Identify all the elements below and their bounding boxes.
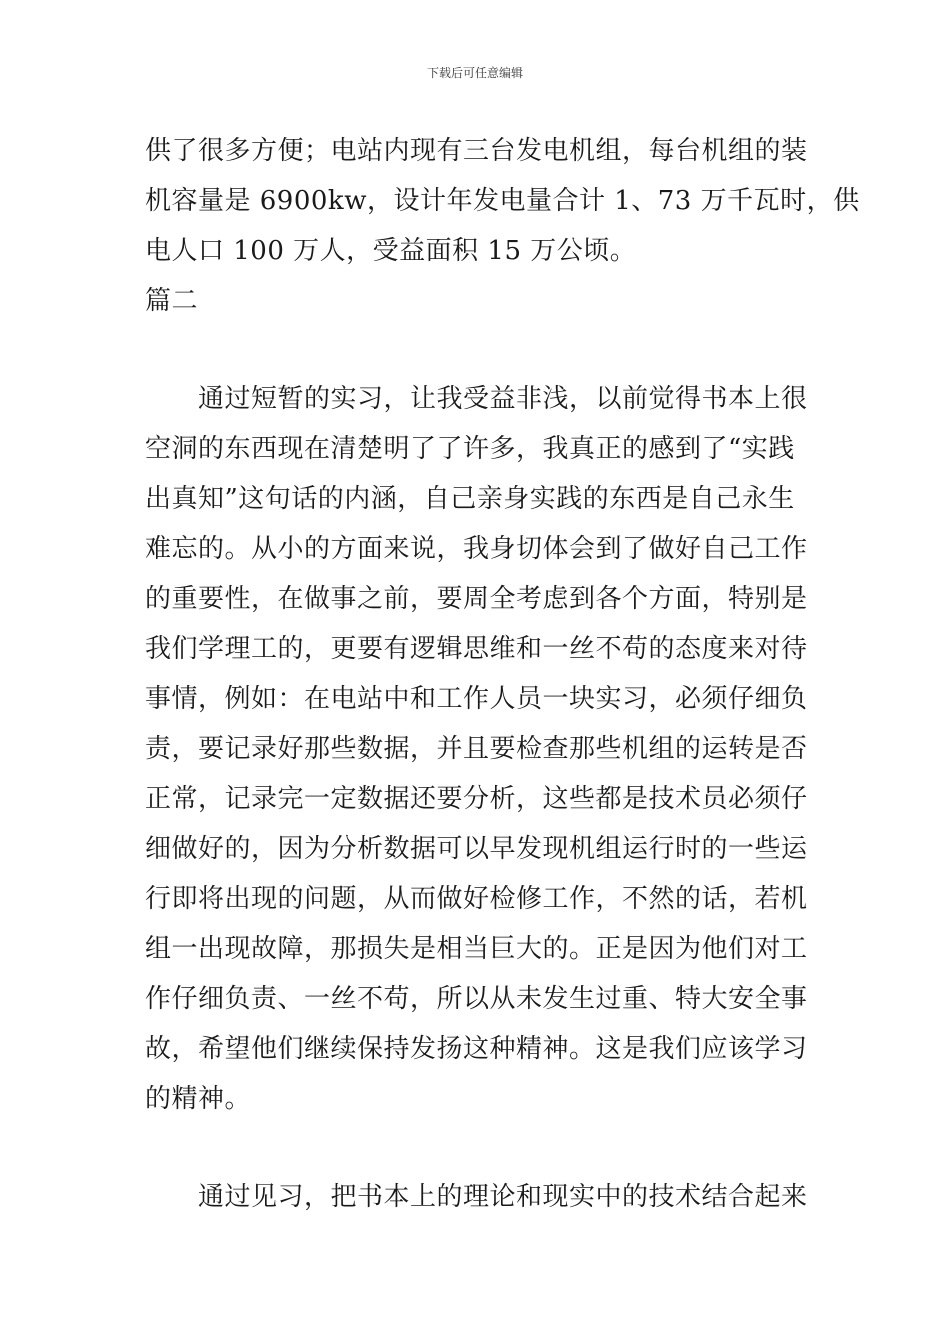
body-line: 细做好的，因为分析数据可以早发现机组运行时的一些运: [145, 834, 808, 864]
body-line: 正常，记录完一定数据还要分析，这些都是技术员必须仔: [145, 784, 808, 814]
page-header: 下载后可任意编辑: [426, 66, 523, 80]
body-line: 故，希望他们继续保持发扬这种精神。这是我们应该学习: [145, 1034, 808, 1064]
body-line: 供了很多方便；电站内现有三台发电机组，每台机组的装: [145, 136, 808, 166]
body-line: 空洞的东西现在清楚明了了许多，我真正的感到了“实践: [145, 434, 795, 464]
body-line: 电人口 100 万人，受益面积 15 万公顷。: [145, 236, 637, 266]
body-line: 组一出现故障，那损失是相当巨大的。正是因为他们对工: [145, 934, 808, 964]
section-heading: 篇二: [145, 286, 199, 316]
body-line: 事情，例如：在电站中和工作人员一块实习，必须仔细负: [145, 684, 808, 714]
body-line: 通过短暂的实习，让我受益非浅，以前觉得书本上很: [198, 384, 808, 414]
body-line: 难忘的。从小的方面来说，我身切体会到了做好自己工作: [145, 534, 808, 564]
body-line: 责，要记录好那些数据，并且要检查那些机组的运转是否: [145, 734, 808, 764]
body-line: 出真知”这句话的内涵，自己亲身实践的东西是自己永生: [145, 484, 795, 514]
body-line: 机容量是 6900kw，设计年发电量合计 1、73 万千瓦时，供: [145, 186, 860, 216]
body-line: 的重要性，在做事之前，要周全考虑到各个方面，特别是: [145, 584, 808, 614]
body-line: 的精神。: [145, 1084, 252, 1114]
body-line: 我们学理工的，更要有逻辑思维和一丝不苟的态度来对待: [145, 634, 808, 664]
body-line: 作仔细负责、一丝不苟，所以从未发生过重、特大安全事: [145, 984, 808, 1014]
body-line: 通过见习，把书本上的理论和现实中的技术结合起来: [198, 1182, 808, 1212]
body-line: 行即将出现的问题，从而做好检修工作，不然的话，若机: [145, 884, 808, 914]
